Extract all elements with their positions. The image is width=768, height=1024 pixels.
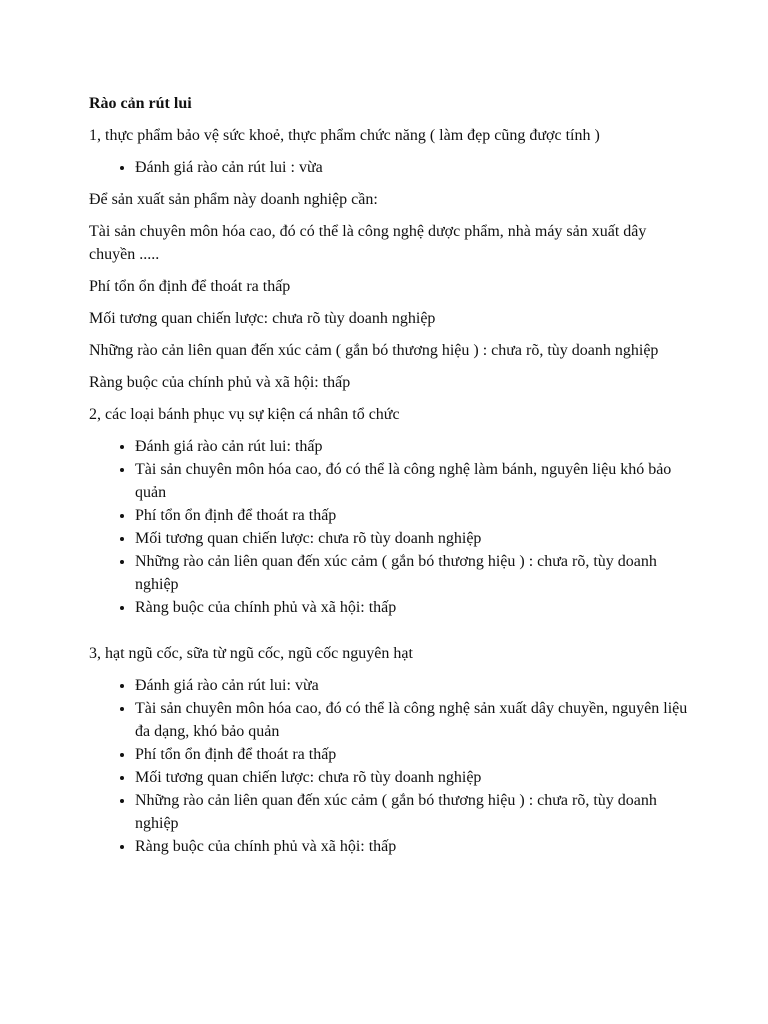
list-item: • Ràng buộc của chính phủ và xã hội: thấp <box>135 835 688 858</box>
list-item: • Phí tổn ổn định để thoát ra thấp <box>135 504 688 527</box>
section-3-bullets <box>89 674 688 858</box>
paragraph: Để sản xuất sản phẩm này doanh nghiệp cần: <box>89 191 378 208</box>
section-3-heading: 3, hạt ngũ cốc, sữa từ ngũ cốc, ngũ cốc nguyên hạt <box>89 645 413 662</box>
paragraph: Tài sản chuyên môn hóa cao, đó có thể là công nghệ dược phẩm, nhà máy sản xuất dây chuyền ..... <box>89 223 647 263</box>
list-item: • Mối tương quan chiến lược: chưa rõ tùy doanh nghiệp <box>135 527 688 550</box>
list-item: • Phí tổn ổn định để thoát ra thấp <box>135 743 688 766</box>
section-1-heading: 1, thực phẩm bảo vệ sức khoẻ, thực phẩm chức năng ( làm đẹp cũng được tính ) <box>89 127 600 144</box>
section-1-bullets <box>89 156 688 179</box>
section-2-bullets <box>89 435 688 619</box>
list-item: • Tài sản chuyên môn hóa cao, đó có thể là công nghệ sản xuất dây chuyền, nguyên liệu đa dạng, khó bảo quản <box>135 697 688 743</box>
list-item: • Đánh giá rào cản rút lui : vừa <box>135 156 688 179</box>
document-title: Rào cản rút lui <box>89 95 192 112</box>
list-item: • Đánh giá rào cản rút lui: thấp <box>135 435 688 458</box>
list-item: • Những rào cản liên quan đến xúc cảm ( gắn bó thương hiệu ) : chưa rõ, tùy doanh nghiệp <box>135 550 688 596</box>
list-item: • Đánh giá rào cản rút lui: vừa <box>135 674 688 697</box>
paragraph: Ràng buộc của chính phủ và xã hội: thấp <box>89 374 351 391</box>
paragraph: Mối tương quan chiến lược: chưa rõ tùy doanh nghiệp <box>89 310 436 327</box>
blank-line <box>89 628 688 642</box>
list-item: • Những rào cản liên quan đến xúc cảm ( gắn bó thương hiệu ) : chưa rõ, tùy doanh nghiệp <box>135 789 688 835</box>
list-item: • Ràng buộc của chính phủ và xã hội: thấp <box>135 596 688 619</box>
list-item: • Mối tương quan chiến lược: chưa rõ tùy doanh nghiệp <box>135 766 688 789</box>
list-item: • Tài sản chuyên môn hóa cao, đó có thể là công nghệ làm bánh, nguyên liệu khó bảo quản <box>135 458 688 504</box>
paragraph: Phí tổn ổn định để thoát ra thấp <box>89 278 291 295</box>
section-2-heading: 2, các loại bánh phục vụ sự kiện cá nhân tổ chức <box>89 406 400 423</box>
paragraph: Những rào cản liên quan đến xúc cảm ( gắn bó thương hiệu ) : chưa rõ, tùy doanh nghiệp <box>89 342 659 359</box>
